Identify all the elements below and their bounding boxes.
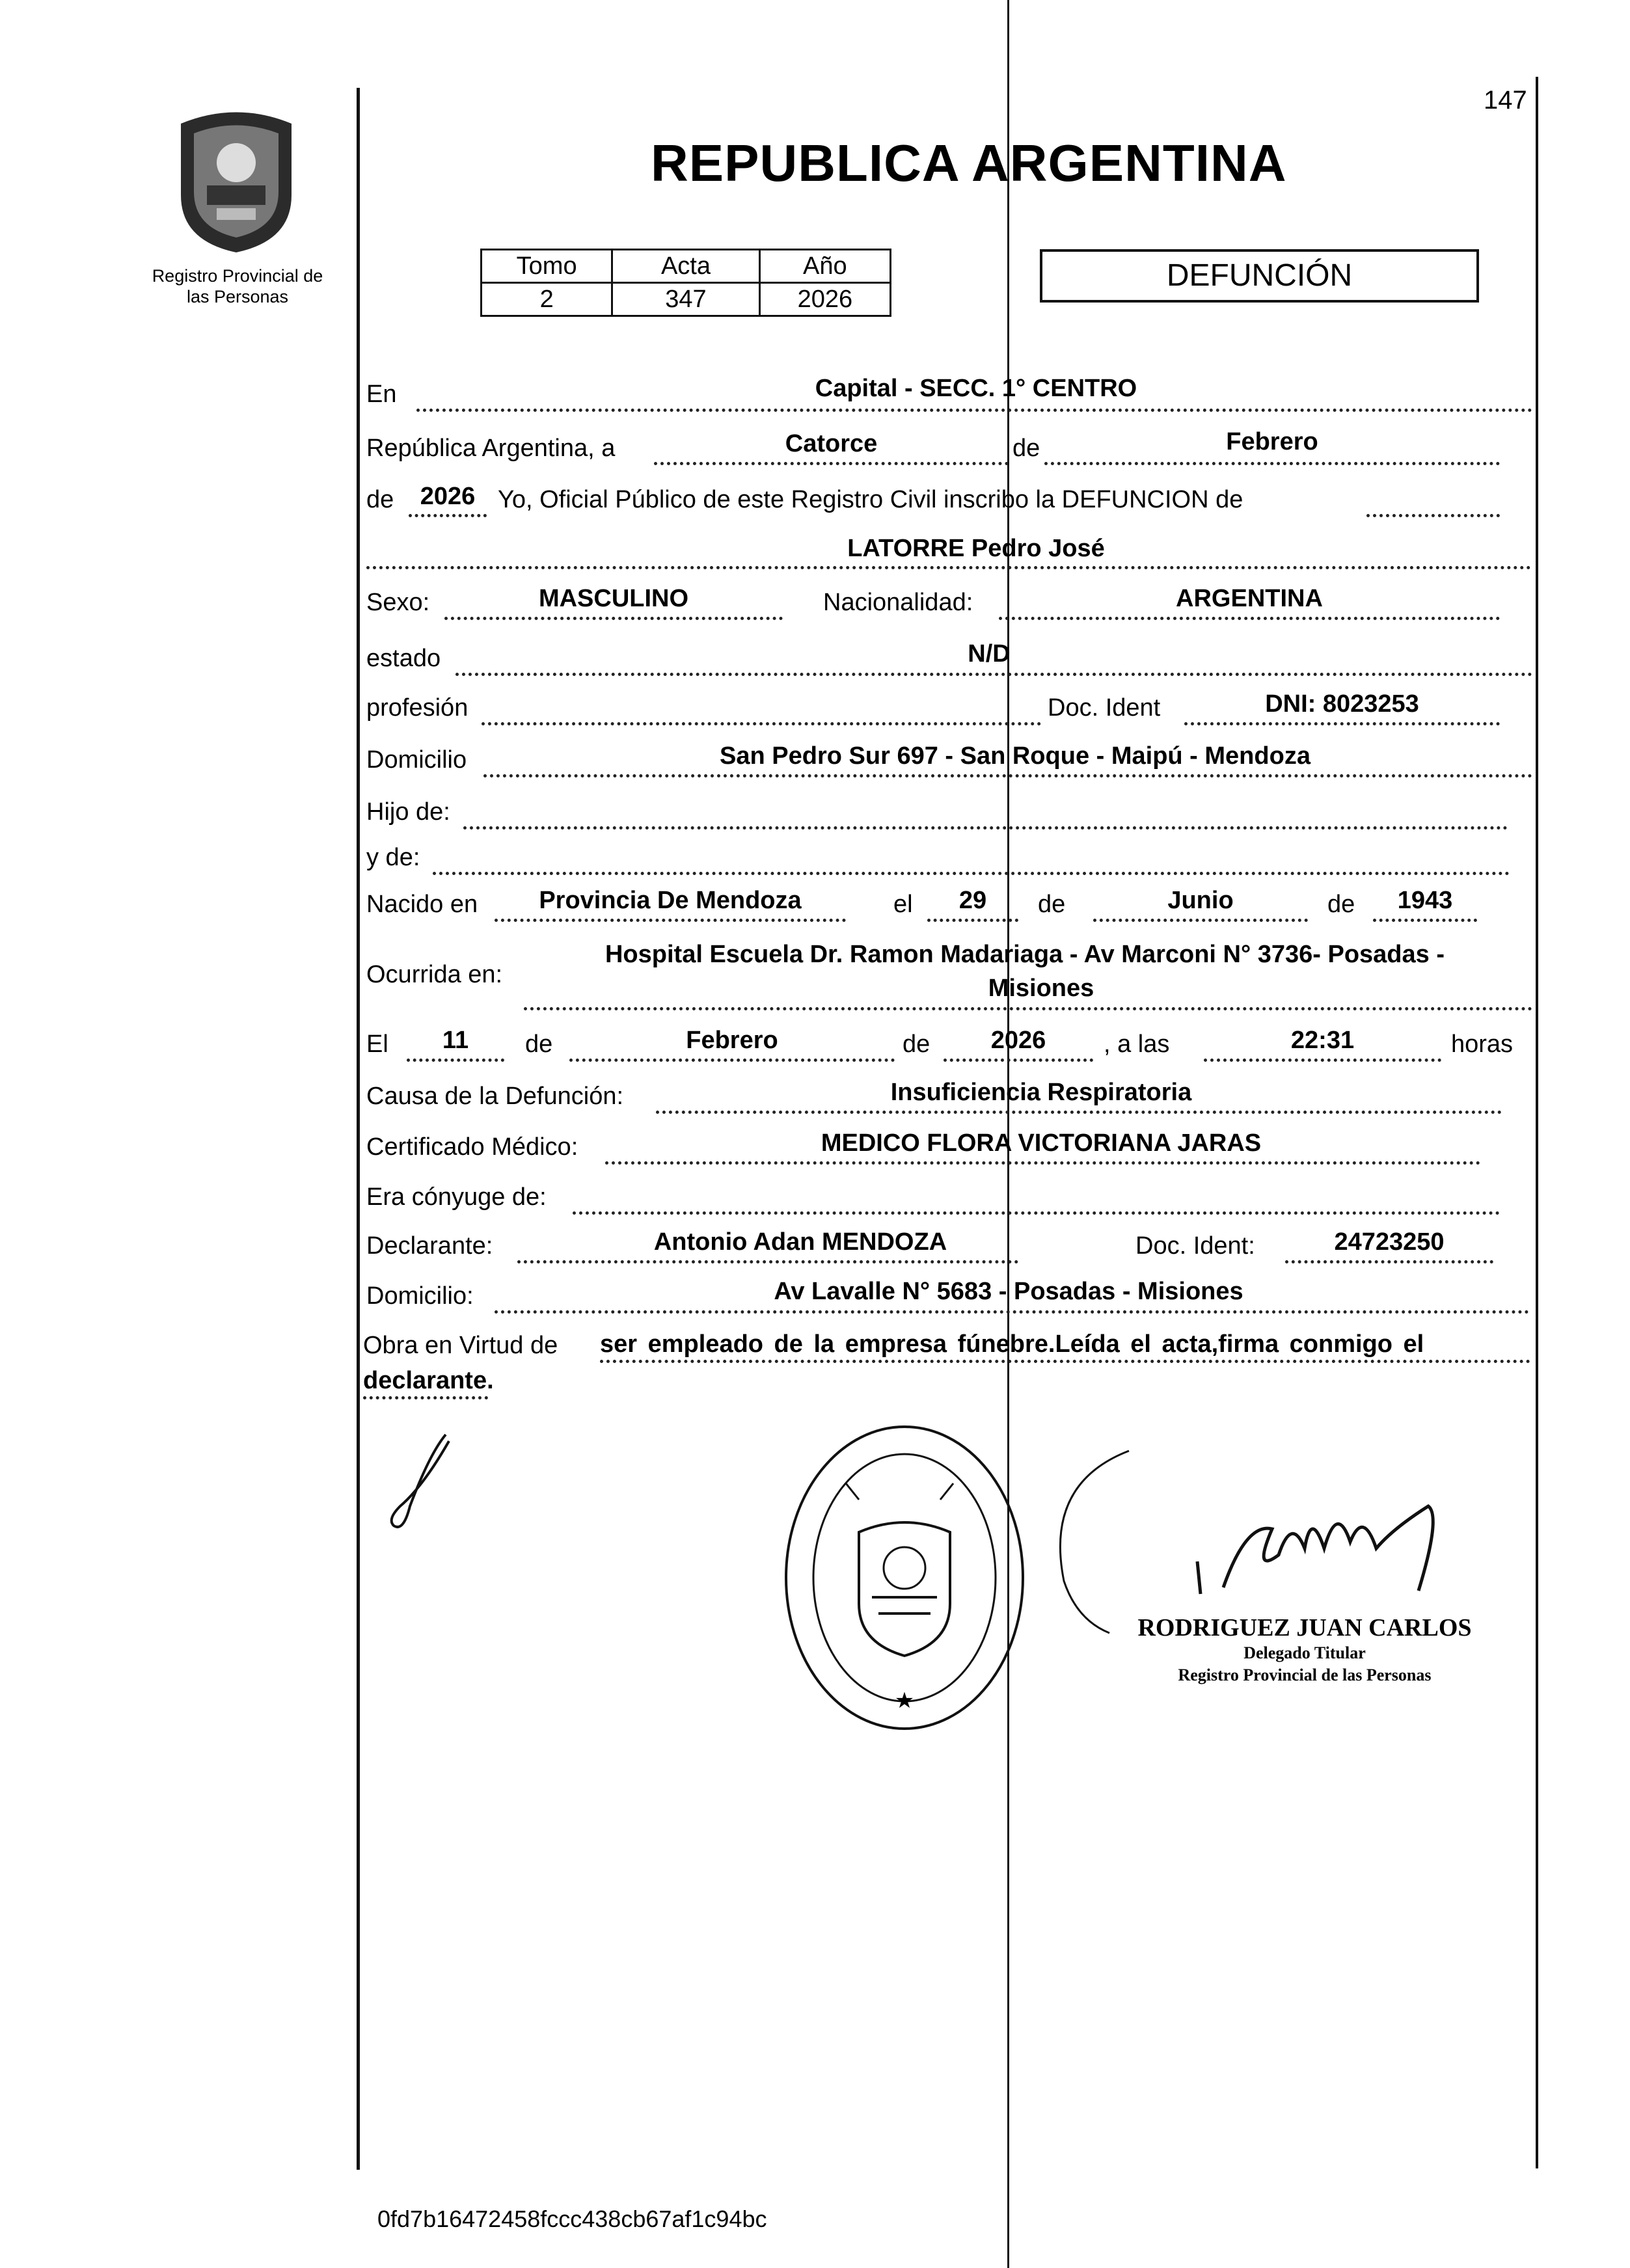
dotted-line: [409, 514, 487, 517]
signatory-name: RODRIGUEZ JUAN CARLOS: [1137, 1614, 1472, 1641]
dotted-line: [1044, 462, 1500, 465]
year: 2026: [420, 483, 476, 510]
initial-mark: [384, 1428, 462, 1542]
declarante-label: Declarante:: [366, 1232, 493, 1260]
dotted-line: [517, 1260, 1018, 1263]
dotted-line: [483, 774, 1532, 777]
page-number: 147: [1484, 86, 1527, 115]
dotted-line: [363, 1396, 488, 1399]
dotted-line: [524, 1007, 1532, 1010]
dotted-line: [366, 566, 1531, 569]
nacido-label: Nacido en: [366, 891, 478, 918]
acta-header: Acta: [612, 250, 759, 283]
deceased-name: LATORRE Pedro José: [847, 535, 1105, 562]
dotted-line: [444, 617, 783, 620]
dotted-line: [944, 1059, 1093, 1062]
doc2-value: 24723250: [1334, 1228, 1445, 1256]
dotted-line: [1184, 722, 1500, 725]
dotted-line: [482, 722, 1041, 725]
estado-label: estado: [366, 645, 441, 672]
dotted-line: [654, 462, 1009, 465]
obra-value-line2: declarante.: [363, 1367, 494, 1394]
obra-value-line1: ser empleado de la empresa fúnebre.Leída el acta,firma conmigo el: [600, 1330, 1424, 1358]
horas-label: horas: [1451, 1031, 1514, 1058]
registry-name: [130, 265, 345, 307]
document-hash: 0fd7b16472458fccc438cb67af1c94bc: [377, 2206, 767, 2232]
domicilio2-value: Av Lavalle N° 5683 - Posadas - Misiones: [774, 1278, 1243, 1305]
de5-label: de: [903, 1031, 930, 1058]
tomo-value: 2: [482, 283, 612, 316]
birth-day: 29: [958, 887, 987, 914]
republica-label: República Argentina, a: [366, 435, 616, 462]
dotted-line: [1093, 919, 1308, 922]
sexo-label: Sexo:: [366, 589, 430, 616]
conyuge-label: Era cónyuge de:: [366, 1183, 547, 1211]
el-label: el: [893, 891, 913, 918]
right-frame-rule: [1536, 77, 1538, 2168]
domicilio2-label: Domicilio:: [366, 1282, 474, 1310]
yde-label: y de:: [366, 844, 420, 871]
dotted-line: [605, 1161, 1480, 1165]
causa-value: Insuficiencia Respiratoria: [890, 1079, 1192, 1106]
alas-label: , a las: [1104, 1031, 1170, 1058]
dotted-line: [600, 1360, 1530, 1363]
de4-label: de: [525, 1031, 553, 1058]
signature-block: [1135, 1613, 1474, 1686]
dotted-line: [407, 1059, 504, 1062]
dotted-line: [433, 872, 1510, 875]
dotted-line: [1204, 1059, 1441, 1062]
nacionalidad-label: Nacionalidad:: [823, 589, 973, 616]
dotted-line: [455, 673, 1532, 676]
shield-emblem-icon: [168, 104, 305, 254]
official-seal: [781, 1422, 1028, 1734]
dotted-line: [1373, 919, 1477, 922]
el2-label: El: [366, 1031, 388, 1058]
ocurrida-line2: Misiones: [988, 975, 1094, 1002]
dotted-line: [999, 617, 1500, 620]
sexo-value: MASCULINO: [538, 585, 689, 612]
svg-text:★: ★: [894, 1688, 915, 1714]
estado-value: N/D: [968, 640, 1011, 668]
hijo-label: Hijo de:: [366, 798, 450, 826]
domicilio-label: Domicilio: [366, 746, 467, 774]
death-time: 22:31: [1290, 1027, 1355, 1054]
de3-label: de: [1327, 891, 1355, 918]
page-title: REPUBLICA ARGENTINA: [651, 134, 1287, 192]
dotted-line: [1285, 1260, 1493, 1263]
signatory-role: Delegado Titular: [1243, 1643, 1366, 1662]
en-value: Capital - SECC. 1° CENTRO: [815, 375, 1137, 402]
ocurrida-line1: Hospital Escuela Dr. Ramon Madariaga - Av Marconi N° 3736- Posadas -: [604, 941, 1445, 968]
en-label: En: [366, 381, 397, 408]
death-month: Febrero: [686, 1027, 778, 1054]
declarante-value: Antonio Adan MENDOZA: [653, 1228, 947, 1256]
obra-label: Obra en Virtud de: [363, 1332, 558, 1359]
dotted-line: [573, 1211, 1500, 1215]
day-words: Catorce: [785, 430, 878, 457]
dotted-line: [656, 1111, 1502, 1114]
death-day: 11: [442, 1027, 469, 1054]
doc2-label: Doc. Ident:: [1135, 1232, 1255, 1260]
dotted-line: [463, 826, 1508, 830]
ocurrida-label: Ocurrida en:: [366, 961, 503, 988]
dotted-line: [927, 919, 1018, 922]
year-prefix: de: [366, 486, 394, 513]
causa-label: Causa de la Defunción:: [366, 1083, 624, 1110]
seal-emblem-icon: [859, 1522, 950, 1656]
de2-label: de: [1038, 891, 1066, 918]
birth-month: Junio: [1167, 887, 1234, 914]
dotted-line: [495, 919, 846, 922]
dotted-line: [416, 409, 1532, 412]
signatory-office: Registro Provincial de las Personas: [1178, 1666, 1432, 1684]
domicilio-value: San Pedro Sur 697 - San Roque - Maipú - Mendoza: [720, 742, 1311, 770]
tomo-header: Tomo: [482, 250, 612, 283]
doc-type-box: [1040, 249, 1479, 303]
de-label: de: [1012, 435, 1040, 462]
certificado-value: MEDICO FLORA VICTORIANA JARAS: [821, 1129, 1262, 1157]
acta-value: 347: [612, 283, 759, 316]
profesion-label: profesión: [366, 694, 469, 722]
registry-name-line1: Registro Provincial de: [152, 266, 323, 286]
doc-label: Doc. Ident: [1048, 694, 1161, 722]
dotted-line: [495, 1310, 1529, 1314]
month: Febrero: [1226, 428, 1318, 455]
certificado-label: Certificado Médico:: [366, 1133, 578, 1161]
nacionalidad-value: ARGENTINA: [1176, 585, 1323, 612]
record-table: [480, 249, 891, 317]
dotted-line: [569, 1059, 895, 1062]
nacido-value: Provincia De Mendoza: [539, 887, 802, 914]
birth-year: 1943: [1397, 887, 1453, 914]
doc-value: DNI: 8023253: [1265, 690, 1419, 718]
left-frame-rule: [357, 88, 360, 2170]
death-year: 2026: [990, 1027, 1046, 1054]
doc-type: DEFUNCIÓN: [1166, 258, 1353, 293]
dotted-line: [1366, 514, 1500, 517]
statement: Yo, Oficial Público de este Registro Civil inscribo la DEFUNCION de: [498, 486, 1243, 513]
registry-name-line2: las Personas: [186, 287, 289, 306]
ano-header: Año: [759, 250, 890, 283]
ano-value: 2026: [759, 283, 890, 316]
province-emblem: [168, 104, 305, 254]
